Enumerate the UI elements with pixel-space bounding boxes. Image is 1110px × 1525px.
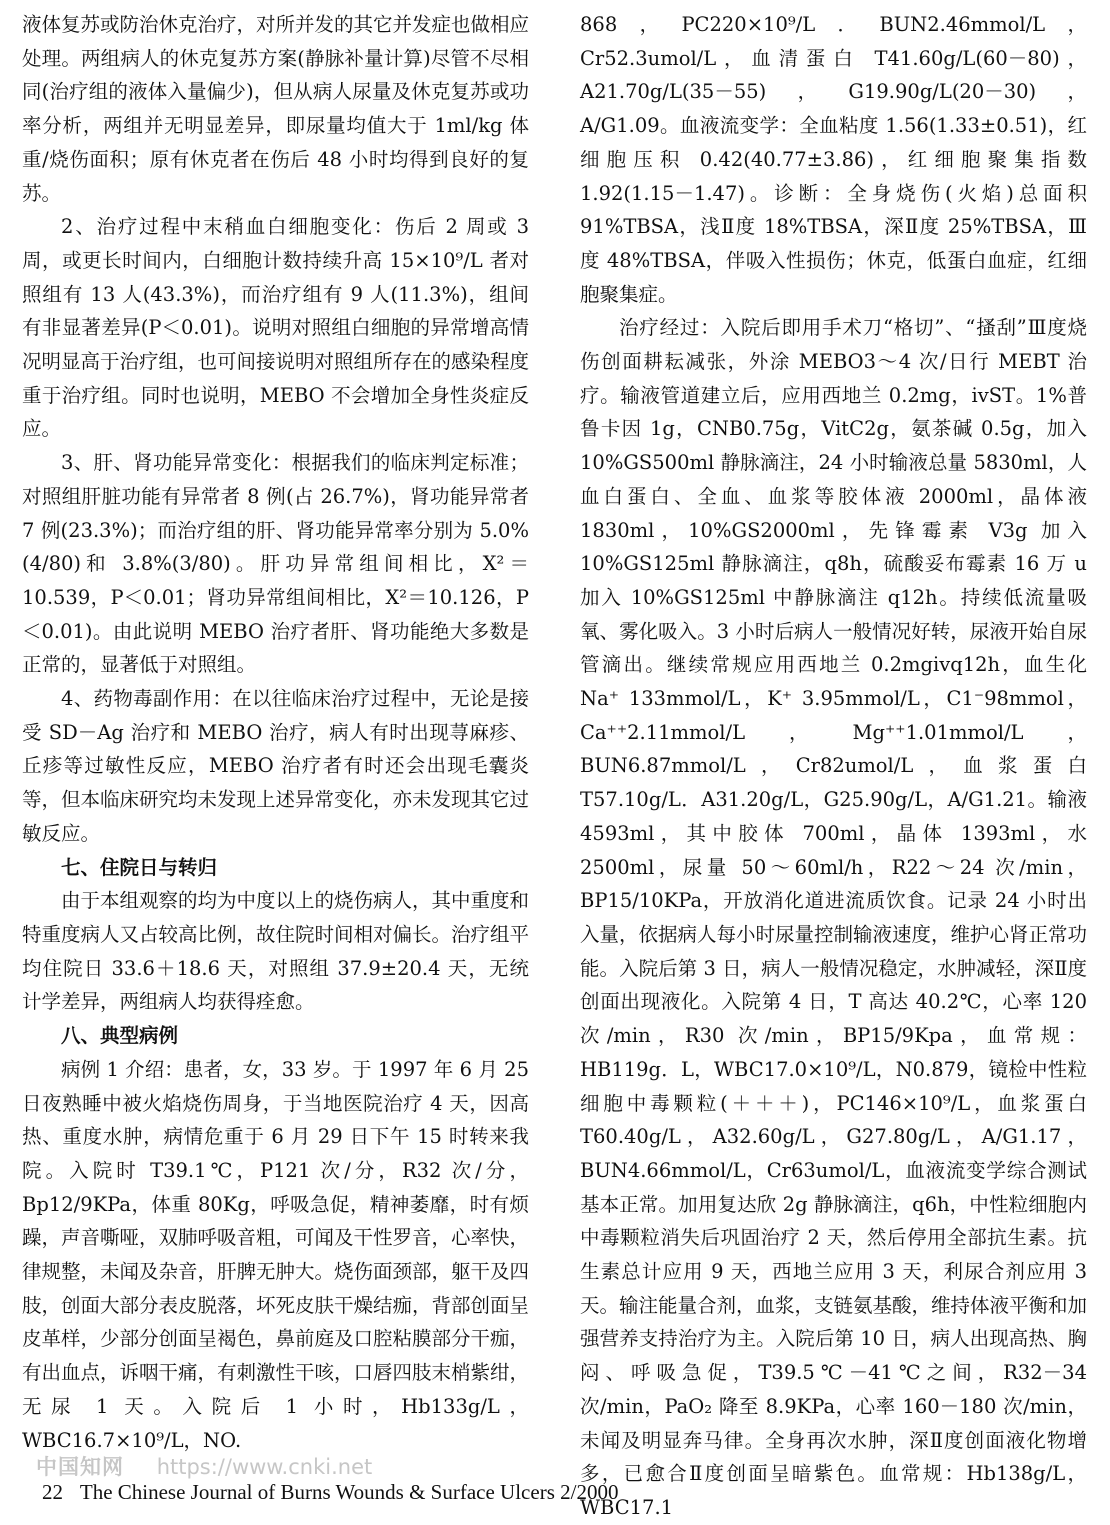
cnki-watermark: [36, 1451, 372, 1481]
page-footer: [42, 1480, 618, 1505]
right-column: [580, 8, 1087, 1525]
paragraph-liver-kidney-function: 3、肝、肾功能异常变化：根据我们的临床判定标准；对照组肝脏功能有异常者 8 例(占 26.7%)，肾功能异常者 7 例(23.3%)；而治疗组的肝、肾功能异常率分别为 5.0%(4/80)和 3.8%(3/80)。肝功异常组间相比，X²＝10.539，P＜0.01；肾功异常组间相比，X²＝10.126，P＜0.01)。由此说明 MEBO 治疗者肝、肾功能绝大多数是正常的，显著低于对照组。: [22, 451, 529, 677]
paragraph-lab-results-diagnosis: 868，PC220×10⁹/L．BUN2.46mmol/L，Cr52.3umol/L，血清蛋白 T41.60g/L(60－80)，A21.70g/L(35－55)，G19.90g/L(20－30)，A/G1.09。血液流变学：全血粘度 1.56(1.33±0.51)，红细胞压积 0.42(40.77±3.86)，红细胞聚集指数 1.92(1.15－1.47)。诊断：全身烧伤(火焰)总面积 91%TBSA，浅Ⅱ度 18%TBSA，深Ⅱ度 25%TBSA，Ⅲ度 48%TBSA，伴吸入性损伤；休克，低蛋白血症，红细胞聚集症。: [580, 13, 1087, 306]
left-column: [22, 8, 529, 1457]
paragraph-white-cell-change: 2、治疗过程中末稍血白细胞变化：伤后 2 周或 3 周，或更长时间内，白细胞计数持续升高 15×10⁹/L 者对照组有 13 人(43.3%)，而治疗组有 9 人(11.3%)，组间有非显著差异(P＜0.01)。说明对照组白细胞的异常增高情况明显高于治疗组，也可间接说明对照组所存在的感染程度重于治疗组。同时也说明，MEBO 不会增加全身性炎症反应。: [22, 215, 530, 441]
journal-title: The Chinese Journal of Burns Wounds & Surface Ulcers 2/2000: [79, 1480, 619, 1504]
paragraph-shock-resuscitation: 液体复苏或防治休克治疗，对所并发的其它并发症也做相应处理。两组病人的休克复苏方案(静脉补量计算)尽管不尽相同(治疗组的液体入量偏少)，但从病人尿量及休克复苏或功率分析，两组并无明显差异，即尿量均值大于 1ml/kg 体重/烧伤面积；原有休克者在伤后 48 小时均得到良好的复苏。: [22, 13, 530, 205]
paragraph-hospital-stay: 由于本组观察的均为中度以上的烧伤病人，其中重度和特重度病人又占较高比例，故住院时间相对偏长。治疗组平均住院日 33.6＋18.6 天，对照组 37.9±20.4 天，无统计学差异，两组病人均获得痊愈。: [22, 889, 530, 1014]
cnki-url: https://www.cnki.net: [156, 1455, 373, 1479]
paragraph-treatment-course: 治疗经过：入院后即用手术刀“格切”、“搔刮”Ⅲ度烧伤创面耕耘减张，外涂 MEBO3～4 次/日行 MEBT 治疗。输液管道建立后，应用西地兰 0.2mg，ivST。1%普鲁卡因 1g，CNB0.75g，VitC2g，氨茶碱 0.5g，加入 10%GS500ml 静脉滴注，24 小时输液总量 5830ml，人血白蛋白、全血、血浆等胶体液 2000ml，晶体液 1830ml，10%GS2000ml，先锋霉素 V3g 加入 10%GS125ml 静脉滴注，q8h，硫酸妥布霉素 16 万 u 加入 10%GS125ml 中静脉滴注 q12h。持续低流量吸氧、雾化吸入。3 小时后病人一般情况好转，尿液开始自尿管滴出。继续常规应用西地兰 0.2mgivq12h，血生化 Na⁺ 133mmol/L，K⁺ 3.95mmol/L，C1⁻98mmol，Ca⁺⁺2.11mmol/L，Mg⁺⁺1.01mmol/L，BUN6.87mmol/L，Cr82umol/L，血浆蛋白 T57.10g/L．A31.20g/L，G25.90g/L，A/G1.21。输液 4593ml，其中胶体 700ml，晶体 1393ml，水 2500ml，尿量 50～60ml/h，R22～24 次/min，BP15/10KPa，开放消化道进流质饮食。记录 24 小时出入量，依据病人每小时尿量控制输液速度，维护心肾正常功能。入院后第 3 日，病人一般情况稳定，水肿减轻，深Ⅱ度创面出现液化。入院第 4 日，T 高达 40.2℃，心率 120 次/min，R30 次/min，BP15/9Kpa，血常规：HB119g．L，WBC17.0×10⁹/L，N0.879，镜检中性粒细胞中毒颗粒(＋＋＋)，PC146×10⁹/L，血浆蛋白 T60.40g/L，A32.60g/L，G27.80g/L，A/G1.17，BUN4.66mmol/L，Cr63umol/L，血液流变学综合测试基本正常。加用复达欣 2g 静脉滴注，q6h，中性粒细胞内中毒颗粒消失后巩固治疗 2 天，然后停用全部抗生素。抗生素总计应用 9 天，西地兰应用 3 天，利尿合剂应用 3 天。输注能量合剂，血浆，支链氨基酸，维持体液平衡和加强营养支持治疗为主。入院后第 10 日，病人出现高热、胸闷、呼吸急促，T39.5℃－41℃之间，R32－34 次/min，PaO₂ 降至 8.9KPa，心率 160－180 次/min，未闻及明显奔马律。全身再次水肿，深Ⅱ度创面液化物增多，已愈合Ⅱ度创面呈暗紫色。血常规：Hb138g/L，WBC17.1: [580, 316, 1088, 1519]
paragraph-case-introduction: 病例 1 介绍：患者，女，33 岁。于 1997 年 6 月 25 日夜熟睡中被火焰烧伤周身，于当地医院治疗 4 天，因高热、重度水肿，病情危重于 6 月 29 日下午 15 时转来我院。入院时 T39.1℃，P121 次/分，R32 次/分，Bp12/9KPa，体重 80Kg，呼吸急促，精神萎靡，时有烦躁，声音嘶哑，双肺呼吸音粗，可闻及干性罗音，心率快，律规整，未闻及杂音，肝脾无肿大。烧伤面颈部，躯干及四肢，创面大部分表皮脱落，坏死皮肤干燥结痂，背部创面呈皮革样，少部分创面呈褐色，鼻前庭及口腔粘膜部分干痂，有出血点，诉咽干痛，有刺激性干咳，口唇四肢末梢紫绀，无尿 1 天。入院后 1 小时，Hb133g/L，WBC16.7×10⁹/L，NO.: [22, 1057, 530, 1452]
paragraph-drug-side-effects: 4、药物毒副作用：在以往临床治疗过程中，无论是接受 SD－Ag 治疗和 MEBO 治疗，病人有时出现荨麻疹、丘疹等过敏性反应，MEBO 治疗者有时还会出现毛囊炎等，但本临床研究均未发现上述异常变化，亦未发现其它过敏反应。: [22, 687, 530, 845]
cnki-logo-text: 中国知网: [36, 1455, 124, 1479]
page-number: 22: [42, 1480, 63, 1504]
section-heading-typical-case: 八、典型病例: [61, 1024, 179, 1048]
section-heading-hospital-stay: 七、住院日与转归: [61, 855, 218, 879]
